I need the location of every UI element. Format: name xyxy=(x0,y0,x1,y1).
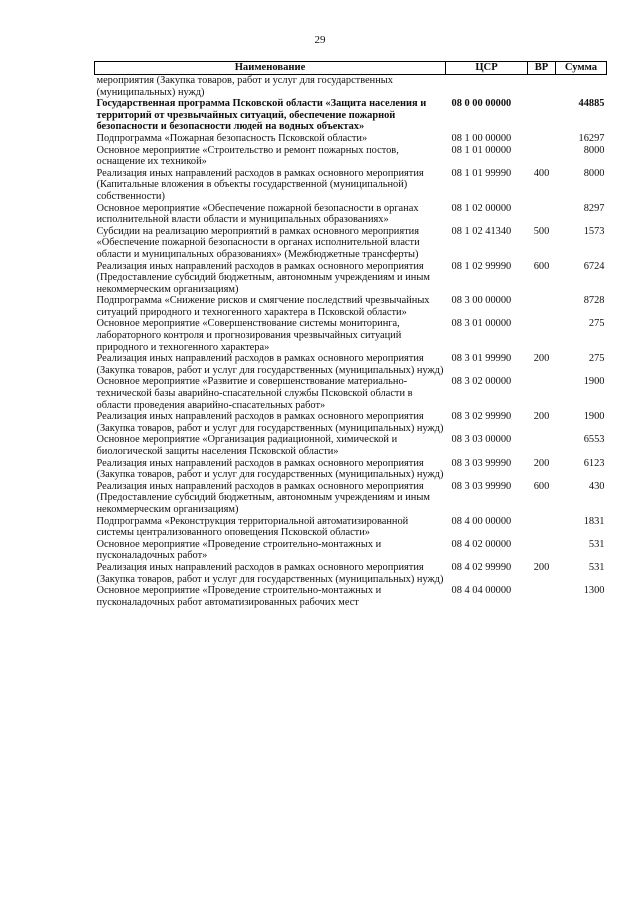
table-row xyxy=(95,295,607,318)
row-vr: 600 xyxy=(533,260,550,272)
row-sum: 44885 xyxy=(578,98,605,110)
table-row xyxy=(95,411,607,434)
row-sum: 6724 xyxy=(583,260,605,272)
row-vr xyxy=(528,133,556,145)
row-vr xyxy=(528,318,556,353)
row-sum: 6123 xyxy=(583,457,605,469)
row-csr: 08 3 02 00000 xyxy=(451,376,512,388)
row-name: Реализация иных направлений расходов в рамках основного мероприятия (Закупка товаров, работ и услуг для государственных (муниципальных) нужд) xyxy=(96,353,444,376)
table-row xyxy=(95,516,607,539)
row-name: Основное мероприятие «Проведение строительно-монтажных и пусконаладочных работ» xyxy=(96,538,382,562)
row-csr xyxy=(446,75,528,99)
row-csr: 08 3 00 00000 xyxy=(451,295,512,307)
row-sum: 1573 xyxy=(583,225,605,237)
header-csr: ЦСР xyxy=(446,62,528,75)
row-csr: 08 3 03 99990 xyxy=(451,480,512,492)
row-csr: 08 4 02 00000 xyxy=(451,538,512,550)
row-csr: 08 3 01 99990 xyxy=(451,353,512,365)
budget-table xyxy=(94,61,607,608)
row-name: Реализация иных направлений расходов в рамках основного мероприятия (Закупка товаров, работ и услуг для государственных (муниципальных) нужд) xyxy=(96,411,444,434)
row-sum: 1900 xyxy=(583,411,605,423)
row-vr: 200 xyxy=(533,561,550,573)
row-name: Реализация иных направлений расходов в рамках основного мероприятия (Предоставление субсидий бюджетным, автономным учреждениям и иным некоммерческим организациям) xyxy=(96,480,430,515)
table-row xyxy=(95,458,607,481)
table-row xyxy=(95,261,607,296)
row-sum: 275 xyxy=(588,353,605,365)
row-sum: 1831 xyxy=(583,515,605,527)
row-csr: 08 3 02 99990 xyxy=(451,411,512,423)
row-vr xyxy=(528,295,556,318)
row-name: мероприятия (Закупка товаров, работ и услуг для государственных (муниципальных) нужд) xyxy=(95,75,446,99)
row-sum: 6553 xyxy=(583,434,605,446)
row-vr: 200 xyxy=(533,411,550,423)
row-csr: 08 4 02 99990 xyxy=(451,561,512,573)
table-row xyxy=(95,318,607,353)
row-vr xyxy=(528,434,556,457)
row-sum: 1900 xyxy=(583,376,605,388)
table-row xyxy=(95,353,607,376)
row-vr xyxy=(528,516,556,539)
row-name: Реализация иных направлений расходов в рамках основного мероприятия (Предоставление субсидий бюджетным, автономным учреждениям и иным некоммерческим организациям) xyxy=(96,260,430,295)
row-csr: 08 4 04 00000 xyxy=(451,585,512,597)
row-sum: 275 xyxy=(588,318,605,330)
row-name: Основное мероприятие «Развитие и совершенствование материально-технической базы аварийно-спасательной службы Псковской области в области проведения аварийно-спасательных работ» xyxy=(96,376,413,411)
row-vr: 500 xyxy=(533,225,550,237)
row-sum: 8000 xyxy=(583,144,605,156)
row-sum: 531 xyxy=(588,561,605,573)
row-sum: 16297 xyxy=(578,132,605,144)
row-csr: 08 3 01 00000 xyxy=(451,318,512,330)
row-csr: 08 1 00 00000 xyxy=(451,132,512,144)
row-name: Основное мероприятие «Организация радиационной, химической и биологической защиты населения Псковской области» xyxy=(96,434,398,457)
table-row xyxy=(95,168,607,203)
table-row xyxy=(95,539,607,562)
row-vr: 400 xyxy=(533,167,550,179)
header-sum: Сумма xyxy=(556,62,607,75)
row-csr: 08 0 00 00000 xyxy=(451,98,512,110)
row-vr xyxy=(528,98,556,133)
row-name: Основное мероприятие «Проведение строительно-монтажных и пусконаладочных работ автоматизированных рабочих мест xyxy=(96,585,382,608)
row-vr xyxy=(528,539,556,562)
row-name: Реализация иных направлений расходов в рамках основного мероприятия (Закупка товаров, работ и услуг для государственных (муниципальных) нужд) xyxy=(96,561,444,585)
row-name: Основное мероприятие «Совершенствование системы мониторинга, лабораторного контроля и прогнозирования чрезвычайных ситуаций природного и техногенного характера» xyxy=(96,318,402,353)
table-row xyxy=(95,562,607,585)
row-csr: 08 1 01 00000 xyxy=(451,144,512,156)
row-name: Основное мероприятие «Обеспечение пожарной безопасности в органах исполнительной власти области и муниципальных образованиях» xyxy=(96,202,419,226)
row-sum: 8000 xyxy=(583,167,605,179)
row-csr: 08 3 03 00000 xyxy=(451,434,512,446)
row-csr: 08 1 02 99990 xyxy=(451,260,512,272)
row-csr: 08 4 00 00000 xyxy=(451,515,512,527)
page-number: 29 xyxy=(314,34,326,46)
row-sum: 531 xyxy=(588,538,605,550)
row-vr xyxy=(528,203,556,226)
header-vr: ВР xyxy=(528,62,556,75)
row-sum: 430 xyxy=(588,480,605,492)
table-row xyxy=(95,585,607,608)
table-header-row xyxy=(95,62,607,75)
row-csr: 08 3 03 99990 xyxy=(451,457,512,469)
row-name: Субсидии на реализацию мероприятий в рамках основного мероприятия «Обеспечение пожарной безопасности в органах исполнительной власти области и муниципальных образованиях» (Межбюджетные трансферты) xyxy=(96,225,420,260)
table-row xyxy=(95,376,607,411)
table-row xyxy=(95,75,607,99)
table-row xyxy=(95,98,607,133)
row-sum: 1300 xyxy=(583,585,605,597)
row-vr: 200 xyxy=(533,457,550,469)
table-row xyxy=(95,434,607,457)
row-vr: 600 xyxy=(533,480,550,492)
row-name: Реализация иных направлений расходов в рамках основного мероприятия (Закупка товаров, работ и услуг для государственных (муниципальных) нужд) xyxy=(96,457,444,481)
table-row xyxy=(95,203,607,226)
row-name: Государственная программа Псковской области «Защита населения и территорий от чрезвычайных ситуаций, обеспечение пожарной безопасности и безопасности людей на водных объектах» xyxy=(96,98,427,133)
row-vr: 200 xyxy=(533,353,550,365)
row-name: Подпрограмма «Реконструкция территориальной автоматизированной системы централизованного оповещения Псковской области» xyxy=(96,515,409,539)
table-row xyxy=(95,481,607,516)
table-row xyxy=(95,133,607,145)
row-name: Основное мероприятие «Строительство и ремонт пожарных постов, оснащение их техникой» xyxy=(96,144,399,168)
row-name: Реализация иных направлений расходов в рамках основного мероприятия (Капитальные вложения в объекты государственной (муниципальной) собственности) xyxy=(96,167,424,202)
row-name: Подпрограмма «Пожарная безопасность Псковской области» xyxy=(96,132,368,144)
row-vr xyxy=(528,145,556,168)
row-vr xyxy=(528,75,556,99)
header-name: Наименование xyxy=(95,62,446,75)
row-sum: 8728 xyxy=(583,295,605,307)
table-row xyxy=(95,145,607,168)
table-body xyxy=(95,75,607,609)
row-csr: 08 1 02 41340 xyxy=(451,225,512,237)
row-csr: 08 1 02 00000 xyxy=(451,202,512,214)
row-csr: 08 1 01 99990 xyxy=(451,167,512,179)
row-vr xyxy=(528,585,556,608)
row-sum: 8297 xyxy=(583,202,605,214)
table-row xyxy=(95,226,607,261)
row-sum xyxy=(556,75,607,99)
row-name: Подпрограмма «Снижение рисков и смягчение последствий чрезвычайных ситуаций природного и техногенного характера в Псковской области» xyxy=(96,295,430,318)
row-vr xyxy=(528,376,556,411)
